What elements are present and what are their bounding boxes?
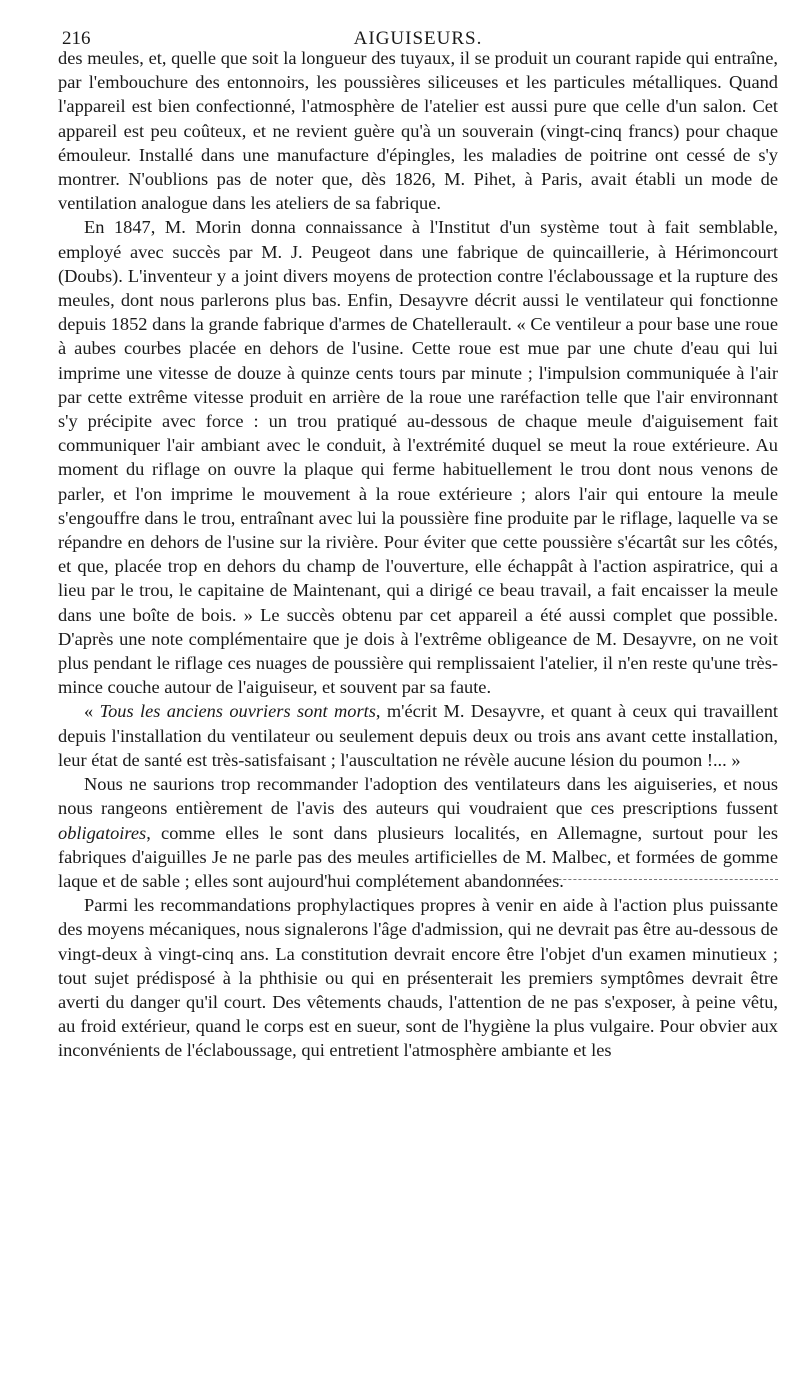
paragraph-recommend xyxy=(58,772,778,893)
quote-italic: Tous les anciens ouvriers sont morts xyxy=(99,701,376,722)
recommend-italic: obligatoires xyxy=(58,822,147,843)
page-number: 216 xyxy=(62,28,91,49)
body-text xyxy=(58,46,778,1063)
page-header xyxy=(58,16,778,49)
recommend-part1: Nous ne saurions trop recommander l'adoption des ventilateurs dans les aiguiseries, et nous nous rangeons entièrement de l'avis des auteurs qui voudraient que ces prescriptions fussent xyxy=(58,774,778,819)
paragraph-quote xyxy=(58,699,778,772)
recommend-text xyxy=(58,772,778,893)
paragraph-morin: En 1847, M. Morin donna connaissance à l'Institut d'un système tout à fait semblable, employé avec succès par M. J. Peugeot dans une fabrique de quincaillerie, à Hérimoncourt (Doubs). L'inventeur y a joint divers moyens de protection contre l'éclaboussage et la rupture des meules, dont nous parlerons plus bas. Enfin, Desayvre décrit aussi le ventilateur qui fonctionne depuis 1852 dans la grande fabrique d'armes de Chatellerault. « Ce ventileur a pour base une roue à aubes courbes placée en dehors de l'usine. Cette roue est mue par une chute d'eau qui lui imprime une vitesse de douze à quinze cents tours par minute ; l'impulsion communiquée à l'air par cette extrême vitesse produit en arrière de la roue une raréfaction telle que l'air environnant s'y précipite avec force : un trou pratiqué au-dessous de chaque meule d'aiguisement fait communiquer l'air ambiant avec le conduit, à l'extrémité duquel se meut la roue extérieure. Au moment du riflage on ouvre la plaque qui ferme habituellement le trou dont nous venons de parler, et l'on imprime le mouvement à la roue extérieure ; alors l'air qui entoure la meule s'engouffre dans le trou, entraînant avec lui la poussière fine produite par le riflage, laquelle va se répandre en dehors de l'usine sur la rivière. Pour éviter que cette poussière s'écartât sur les côtés, et que, placée trop en dehors du champ de l'ouverture, elle échappât à l'action aspiratrice, qui a lieu par le trou, le capitaine de Maintenant, qui a dirigé ce beau travail, a fait encaisser la meule dans une boîte de bois. » Le succès obtenu par cet appareil a été aussi complet que possible. D'après une note complémentaire que je dois à l'extrême obligeance de M. Desayvre, on ne voit plus pendant le riflage ces nuages de poussière qui remplissaient l'atelier, il n'en reste qu'une très-mince couche autour de l'aiguiseur, et souvent par sa faute. xyxy=(58,217,778,698)
running-head: AIGUISEURS. xyxy=(353,28,483,49)
paragraph-prophylaxis: Parmi les recommandations prophylactiques propres à venir en aide à l'action plus puissante des moyens mécaniques, nous signalerons l'âge d'admission, qui ne devrait pas être au-dessous de vingt-deux à vingt-cinq ans. La constitution devrait encore être l'objet d'un examen minutieux ; tout sujet prédisposé à la phthisie ou qui en présenterait les premiers symptômes devrait être averti du danger qu'il court. Des vêtements chauds, l'attention de ne pas s'exposer, à peine vêtu, au froid extérieur, quand le corps est en sueur, sont de l'hygiène la plus vulgaire. Pour obvier aux inconvénients de l'éclaboussage, qui entretient l'atmosphère ambiante et les xyxy=(58,895,778,1061)
recommend-part2: , comme elles le sont dans plusieurs localités, en Allemagne, surtout pour les fabriques d'aiguilles Je ne parle pas des meules artificielles de M. Malbec, et formées de gomme laque et de sable ; elles sont aujourd'hui complétement abandonnées. xyxy=(58,822,778,891)
quote-rest: , m'écrit M. Desayvre, et quant à ceux qui travaillent depuis l'installation du ventilateur ou seulement depuis deux ou trois ans avant cette installation, leur état de santé est très-satisfaisant ; l'auscultation ne révèle aucune lésion du poumon !... » xyxy=(58,701,779,770)
quote-open: « xyxy=(84,701,100,722)
paragraph-continued: des meules, et, quelle que soit la longueur des tuyaux, il se produit un courant rapide qui entraîne, par l'embouchure des entonnoirs, les poussières siliceuses et les particules métalliques. Quand l'appareil est bien confectionné, l'atmosphère de l'atelier est aussi pure que celle d'un salon. Cet appareil est peu coûteux, et ne revient guère qu'à un souverain (vingt-cinq francs) pour chaque émouleur. Installé dans une manufacture d'épingles, les maladies de poitrine ont cessé de s'y montrer. N'oublions pas de noter que, dès 1826, M. Pihet, à Paris, avait établi un mode de ventilation analogue dans les ateliers de sa fabrique. xyxy=(58,48,778,214)
